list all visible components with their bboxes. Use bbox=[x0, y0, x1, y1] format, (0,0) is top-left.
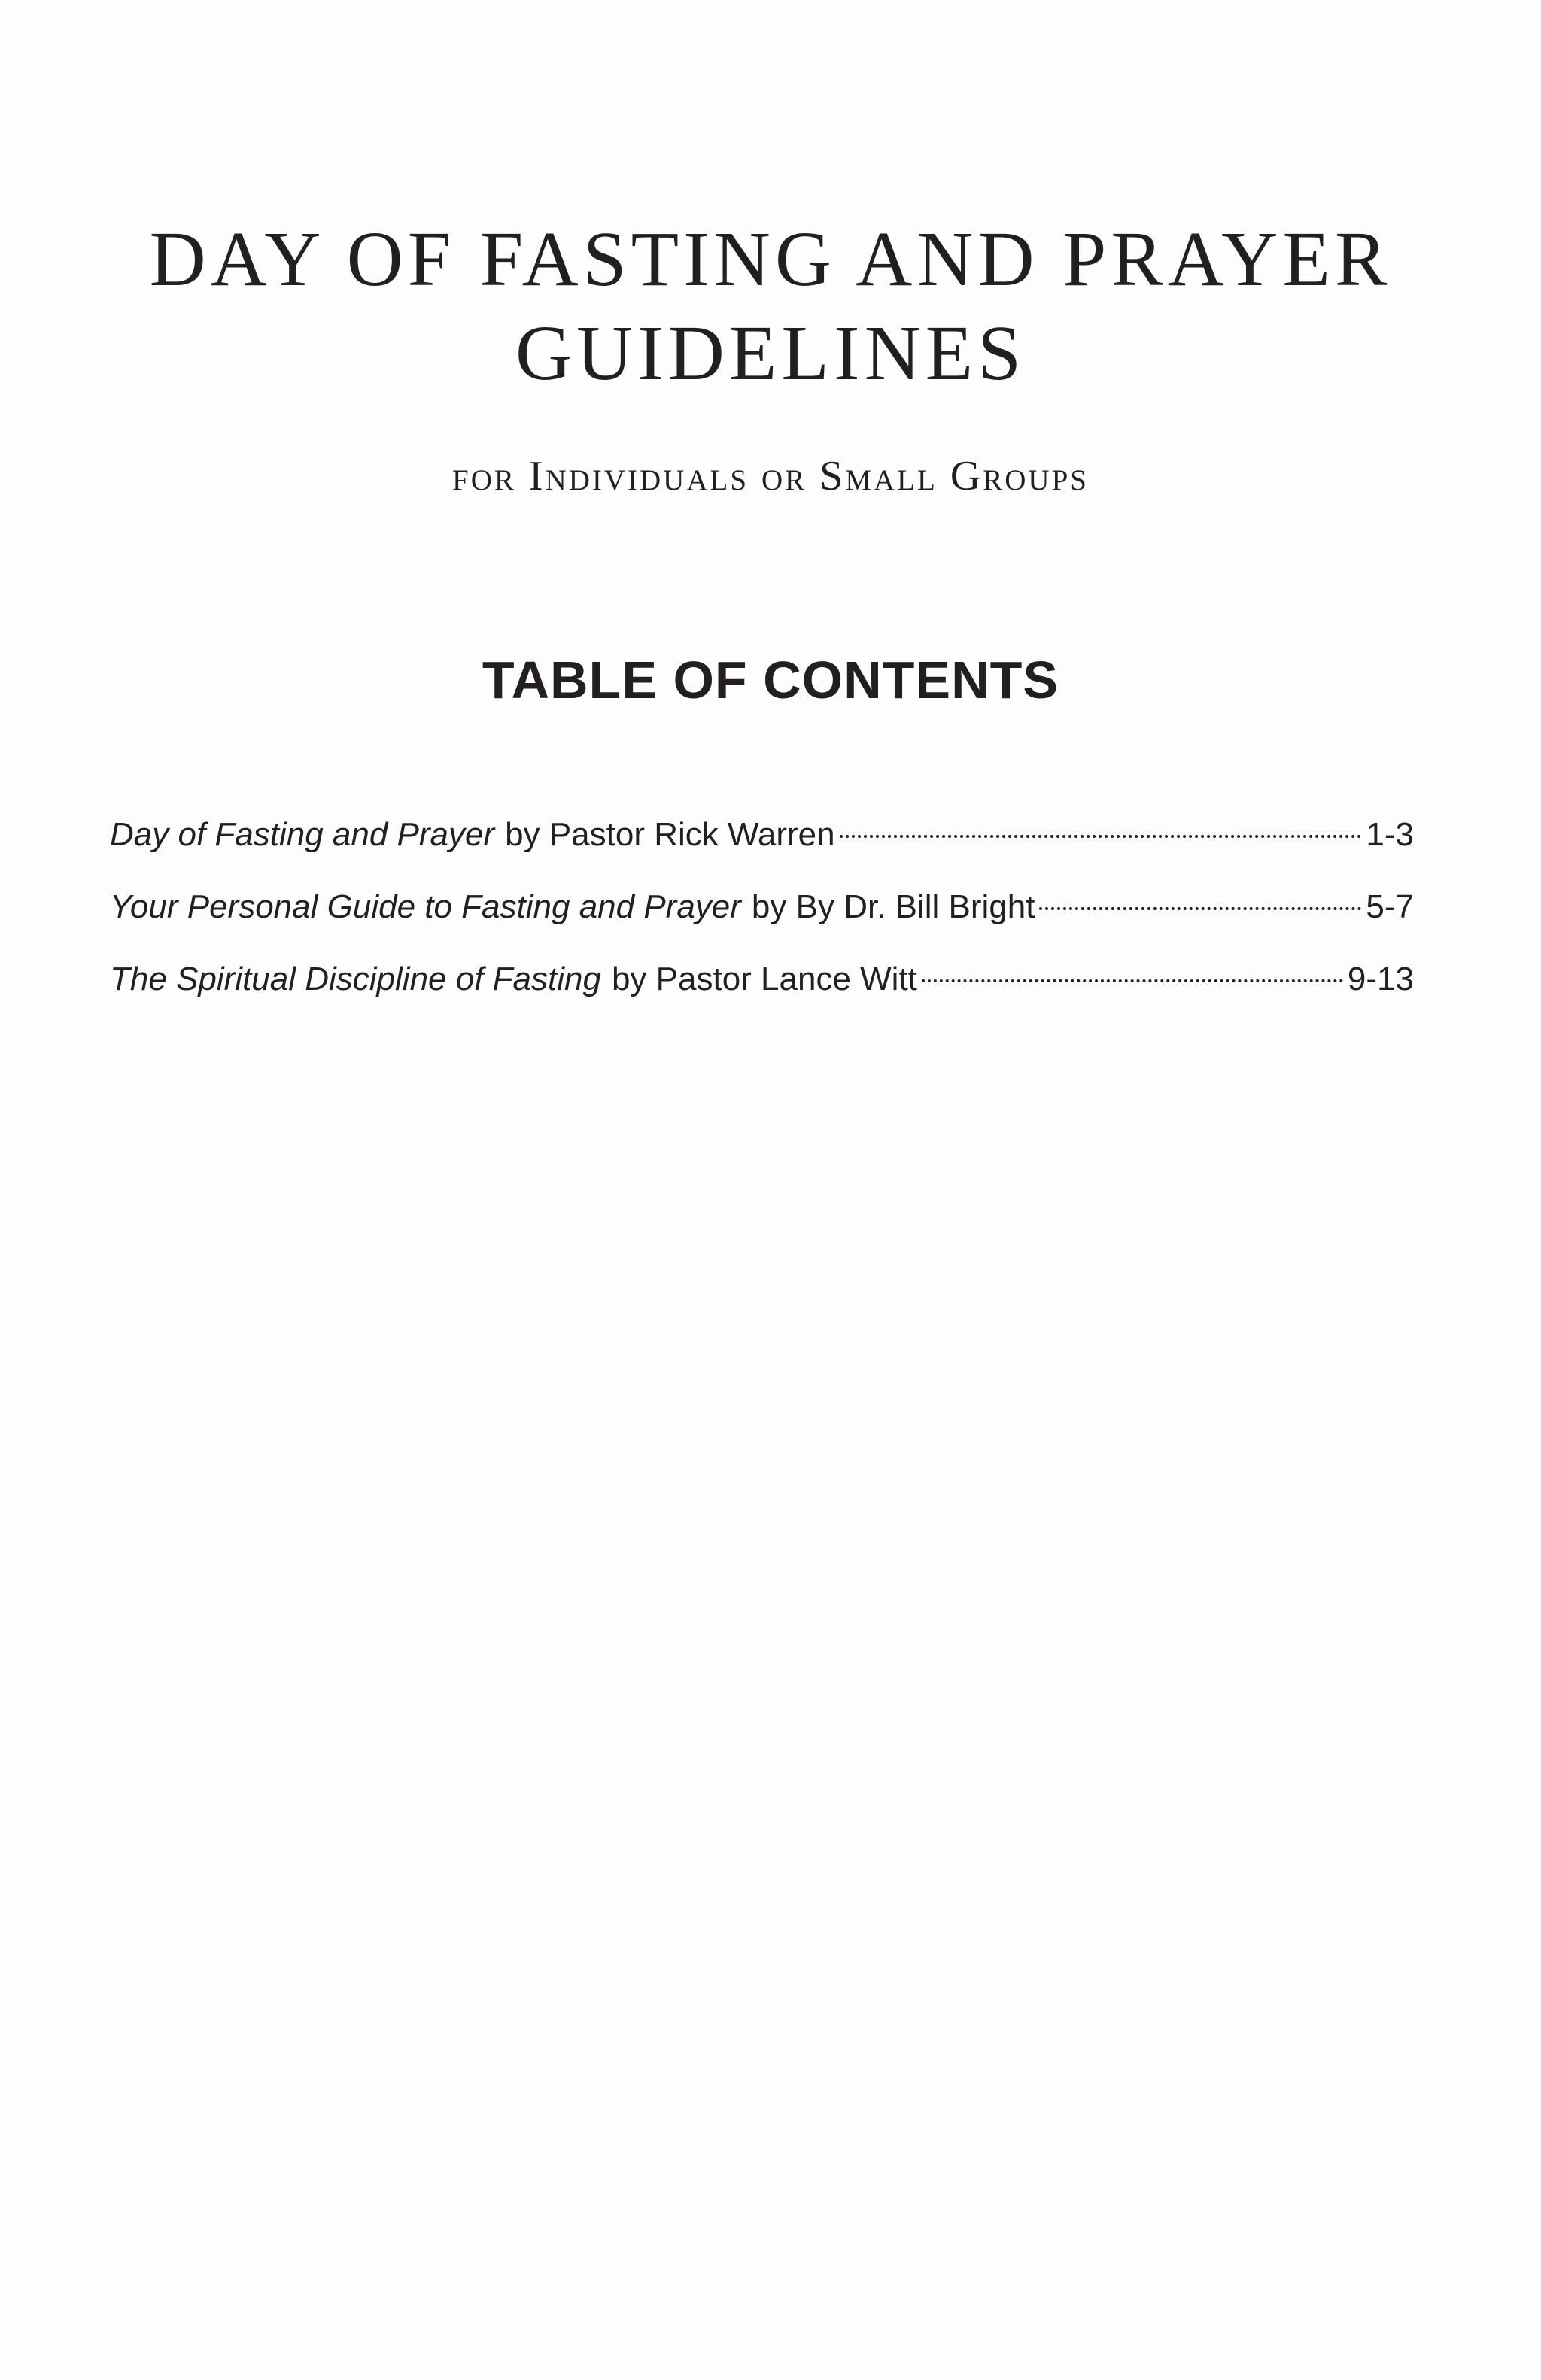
page-subtitle: for Individuals or Small Groups bbox=[452, 453, 1089, 499]
toc-entry-title: Day of Fasting and Prayer bbox=[110, 816, 495, 853]
toc-dot-leader bbox=[922, 979, 1343, 982]
toc-entry-pages: 9-13 bbox=[1347, 961, 1414, 997]
toc-entry-pages: 1-3 bbox=[1366, 816, 1414, 853]
page-title-line2: GUIDELINES bbox=[515, 310, 1026, 396]
toc-entry-title: Your Personal Guide to Fasting and Prayer bbox=[110, 888, 741, 925]
toc-entry-author: by By Dr. Bill Bright bbox=[751, 888, 1035, 925]
toc-entry-author: by Pastor Rick Warren bbox=[505, 816, 835, 853]
toc-entry bbox=[110, 883, 1414, 955]
toc-entry bbox=[110, 811, 1414, 883]
toc-entry-pages: 5-7 bbox=[1366, 888, 1414, 925]
toc-dot-leader bbox=[1039, 907, 1361, 910]
toc-entry bbox=[110, 955, 1414, 1028]
toc-list bbox=[110, 811, 1414, 1028]
toc-entry-author: by Pastor Lance Witt bbox=[611, 961, 917, 997]
toc-dot-leader bbox=[840, 835, 1362, 838]
toc-entry-title: The Spiritual Discipline of Fasting bbox=[110, 961, 601, 997]
page-title-line1: DAY OF FASTING AND PRAYER bbox=[149, 216, 1392, 302]
toc-heading: TABLE OF CONTENTS bbox=[482, 651, 1059, 709]
